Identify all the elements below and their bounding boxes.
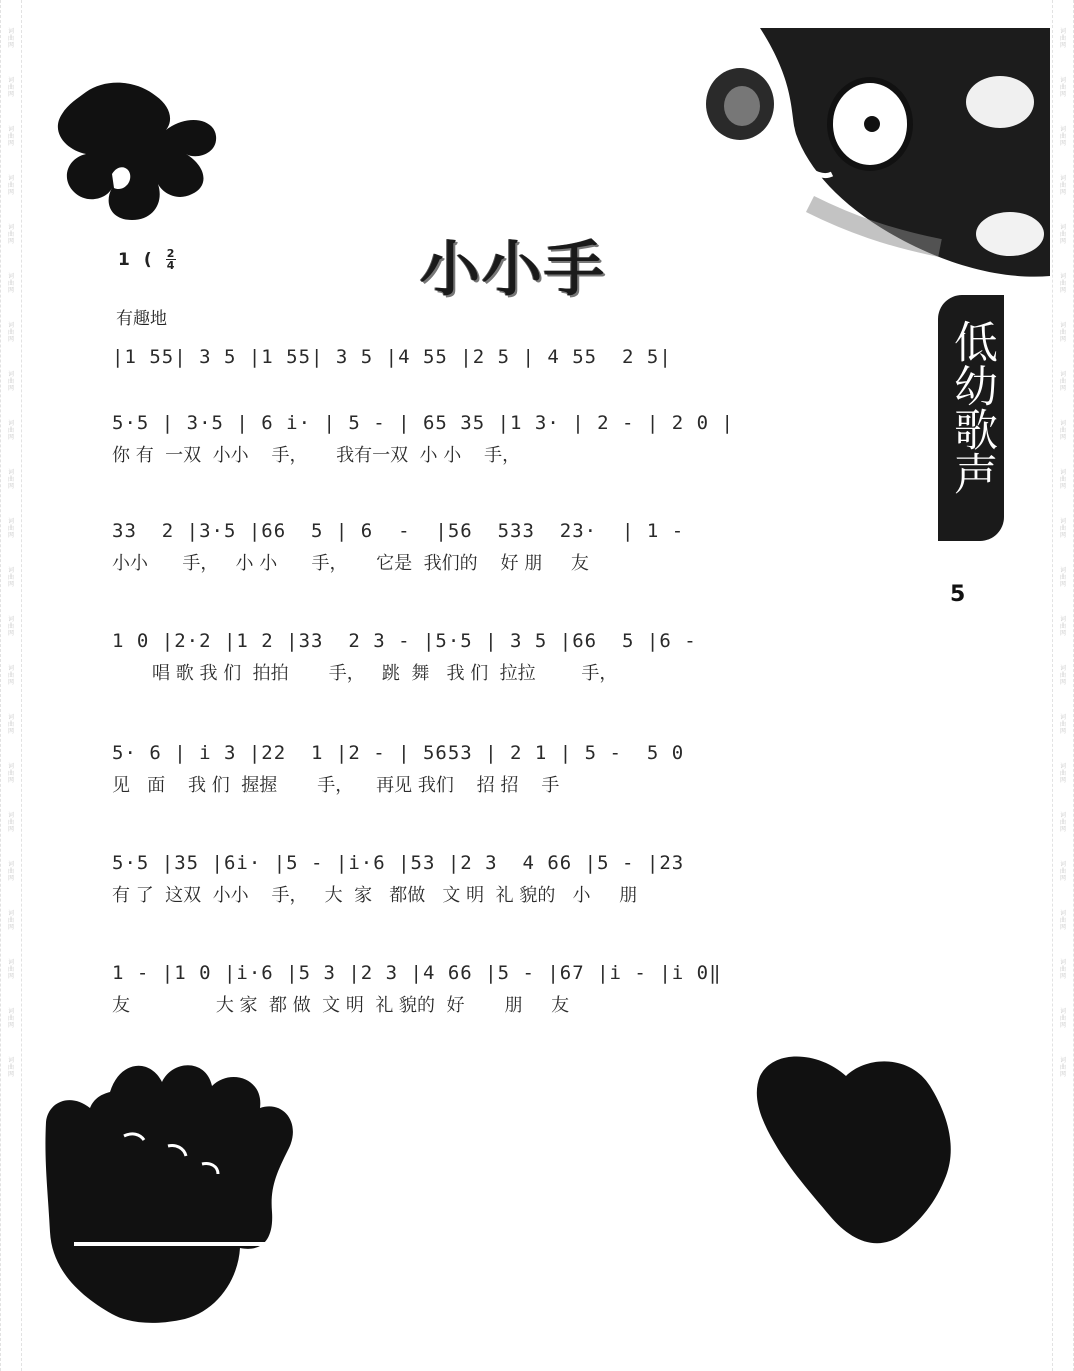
watermark-text: 词曲网 xyxy=(1059,812,1066,833)
watermark-text: 词曲网 xyxy=(7,322,14,343)
glove-illustration xyxy=(40,1052,300,1332)
watermark-text: 词曲网 xyxy=(7,714,14,735)
song-title: 小小手 xyxy=(420,235,606,305)
staff-lyrics: 唱 歌 我 们 拍拍 手， 跳 舞 我 们 拉拉 手， xyxy=(112,663,618,684)
face-illustration xyxy=(700,24,1050,280)
watermark-text: 词曲网 xyxy=(1059,665,1066,686)
watermark-text: 词曲网 xyxy=(1059,518,1066,539)
watermark-text: 词曲网 xyxy=(1059,1008,1066,1029)
staff-lyrics: 小小 手， 小 小 手， 它是 我们的 好 朋 友 xyxy=(112,553,589,574)
staff-notes: 5·5 |35 |6i· |5 - |i·6 |53 |2 3 4 66 |5 - |23 xyxy=(112,852,685,874)
watermark-text: 词曲网 xyxy=(1059,910,1066,931)
staff-line xyxy=(112,740,912,798)
staff-lyrics: 你 有 一双 小小 手， 我有一双 小 小 手， xyxy=(112,445,521,466)
staff-notes: 33 2 |3·5 |66 5 | 6 - |56 533 23· | 1 - xyxy=(112,520,685,542)
staff-line xyxy=(112,960,912,1018)
watermark-text: 词曲网 xyxy=(7,77,14,98)
watermark-text: 词曲网 xyxy=(1059,714,1066,735)
watermark-text: 词曲网 xyxy=(7,1057,14,1078)
watermark-text: 词曲网 xyxy=(7,518,14,539)
staff-line xyxy=(112,518,912,576)
song-number: 1 xyxy=(118,249,130,270)
watermark-text: 词曲网 xyxy=(7,910,14,931)
watermark-text: 词曲网 xyxy=(7,371,14,392)
watermark-text: 词曲网 xyxy=(1059,371,1066,392)
section-tab-label: 低幼歌声 xyxy=(946,319,997,495)
staff-notes: 5·5 | 3·5 | 6 i· | 5 - | 65 35 |1 3· | 2 - | 2 0 | xyxy=(112,412,734,434)
staff-lyrics: 见 面 我 们 握握 手， 再见 我们 招 招 手 xyxy=(112,775,560,796)
key-prefix: ( xyxy=(143,249,152,270)
watermark-text: 词曲网 xyxy=(7,28,14,49)
watermark-text: 词曲网 xyxy=(7,469,14,490)
watermark-text: 词曲网 xyxy=(7,616,14,637)
watermark-text: 词曲网 xyxy=(7,126,14,147)
watermark-text: 词曲网 xyxy=(1059,861,1066,882)
staff-lyrics: 有 了 这双 小小 手， 大 家 都做 文 明 礼 貌的 小 朋 xyxy=(112,885,638,906)
watermark-strip-right xyxy=(1052,0,1074,1371)
watermark-text: 词曲网 xyxy=(7,812,14,833)
tempo-marking: 有趣地 xyxy=(116,309,167,329)
staff-line xyxy=(112,410,912,468)
watermark-text: 词曲网 xyxy=(1059,77,1066,98)
staff-notes: 1 - |1 0 |i·6 |5 3 |2 3 |4 66 |5 - |67 |i - |i 0‖ xyxy=(112,962,722,984)
watermark-text: 词曲网 xyxy=(7,959,14,980)
watermark-text: 词曲网 xyxy=(1059,959,1066,980)
watermark-text: 词曲网 xyxy=(1059,616,1066,637)
watermark-text: 词曲网 xyxy=(7,1008,14,1029)
watermark-text: 词曲网 xyxy=(7,273,14,294)
watermark-text: 词曲网 xyxy=(7,861,14,882)
watermark-text: 词曲网 xyxy=(1059,175,1066,196)
blob-illustration xyxy=(750,1046,960,1246)
watermark-text: 词曲网 xyxy=(7,175,14,196)
page-number: 5 xyxy=(950,582,966,607)
time-signature xyxy=(166,248,176,271)
section-tab xyxy=(938,295,1004,541)
watermark-text: 词曲网 xyxy=(1059,763,1066,784)
staff-line xyxy=(112,850,912,908)
watermark-text: 词曲网 xyxy=(7,665,14,686)
watermark-text: 词曲网 xyxy=(1059,567,1066,588)
watermark-text: 词曲网 xyxy=(1059,322,1066,343)
watermark-text: 词曲网 xyxy=(1059,420,1066,441)
watermark-text: 词曲网 xyxy=(1059,126,1066,147)
watermark-strip-left xyxy=(0,0,22,1371)
watermark-text: 词曲网 xyxy=(1059,469,1066,490)
staff-lyrics: 友 大 家 都 做 文 明 礼 貌的 好 朋 友 xyxy=(112,995,570,1016)
staff-notes: |1 55| 3 5 |1 55| 3 5 |4 55 |2 5 | 4 55 2 5| xyxy=(112,346,672,368)
time-signature-top: 2 xyxy=(166,247,175,260)
watermark-text: 词曲网 xyxy=(1059,273,1066,294)
watermark-text: 词曲网 xyxy=(7,567,14,588)
hand-illustration-top-left xyxy=(46,74,226,224)
staff-line xyxy=(112,628,912,686)
watermark-text: 词曲网 xyxy=(1059,1057,1066,1078)
staff-notes: 5· 6 | i 3 |22 1 |2 - | 5653 | 2 1 | 5 - 5 0 xyxy=(112,742,685,764)
watermark-text: 词曲网 xyxy=(1059,28,1066,49)
watermark-text: 词曲网 xyxy=(7,763,14,784)
song-meta xyxy=(118,248,176,271)
time-signature-bottom: 4 xyxy=(166,259,175,272)
watermark-text: 词曲网 xyxy=(7,420,14,441)
staff-line xyxy=(112,344,912,370)
watermark-text: 词曲网 xyxy=(7,224,14,245)
watermark-text: 词曲网 xyxy=(1059,224,1066,245)
staff-notes: 1 0 |2·2 |1 2 |33 2 3 - |5·5 | 3 5 |66 5 |6 - xyxy=(112,630,697,652)
